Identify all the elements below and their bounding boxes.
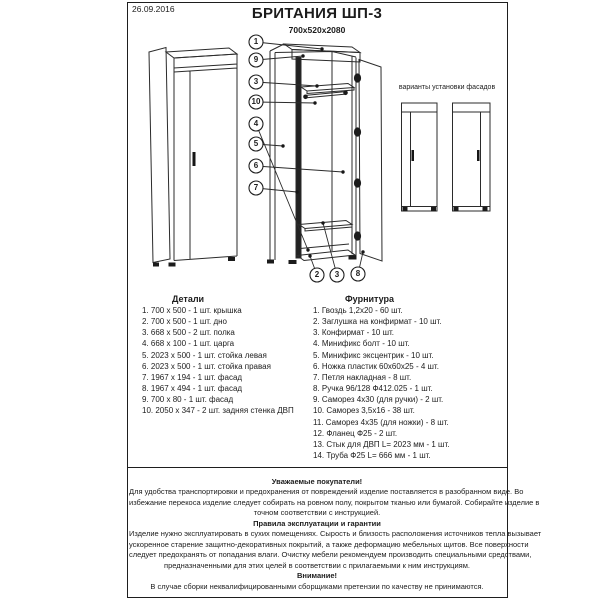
callout-7: 7 — [253, 183, 259, 192]
feet — [153, 257, 235, 267]
hardware-item: 5. Минификс эксцентрик - 10 шт. — [313, 350, 434, 360]
open-door — [359, 60, 382, 262]
callout-leader-lines — [256, 42, 365, 275]
rules-line: ускоренное старение защитно-декоративных покрытий, а также деформацию мебельных щитов. Все поверхности — [129, 539, 529, 549]
hardware-item: 2. Заглушка на конфирмат - 10 шт. — [313, 317, 442, 327]
callout-4: 4 — [253, 119, 259, 128]
greeting-title: Уважаемые покупатели! — [271, 477, 363, 486]
hardware-item: 14. Труба Ф25 L= 666 мм - 1 шт. — [313, 451, 431, 461]
door-handle — [193, 152, 196, 166]
document-date: 26.09.2016 — [132, 4, 175, 14]
callout-circles — [249, 35, 365, 282]
detail-item: 6. 2023 х 500 - 1 шт. стойка правая — [142, 361, 271, 371]
facade-variant-right-drawing — [453, 103, 491, 212]
rules-title: Правила эксплуатации и гарантии — [253, 518, 381, 528]
detail-item: 7. 1967 х 194 - 1 шт. фасад — [142, 372, 243, 382]
callout-2: 2 — [314, 270, 320, 279]
greeting-line: Для удобства транспортировки и предохранения от повреждений изделие поставляется в разобранном виде. Во — [129, 487, 524, 497]
warning-title: Внимание! — [297, 571, 337, 581]
assembled-wardrobe-drawing — [149, 48, 237, 267]
greeting-line: избежание перекоса изделие следует собирать на ровном полу, покрытом тканью или бумагой. Собирайте изделие в — [129, 497, 540, 507]
hardware-item: 6. Ножка пластик 60х60х25 - 4 шт. — [313, 361, 439, 371]
callout-6: 6 — [253, 161, 259, 170]
bottom-shelf — [299, 221, 352, 232]
hardware-item: 8. Ручка 96/128 Ф412.025 - 1 шт. — [313, 384, 433, 394]
hardware-item: 10. Саморез 3,5х16 - 38 шт. — [313, 406, 415, 416]
page-title: БРИТАНИЯ ШП-3 — [251, 5, 383, 22]
detail-item: 2. 700 х 500 - 1 шт. дно — [142, 317, 227, 327]
product-dimensions: 700х520х2080 — [288, 25, 346, 35]
facade-variant-left-drawing — [402, 103, 438, 212]
hardware-item: 12. Фланец Ф25 - 2 шт. — [313, 428, 398, 438]
hardware-item: 13. Стык для ДВП L= 2023 мм - 1 шт. — [313, 439, 450, 449]
detail-item: 3. 668 х 500 - 2 шт. полка — [142, 328, 235, 338]
hardware-heading: Фурнитура — [345, 294, 395, 304]
callout-8: 8 — [355, 269, 361, 278]
rules-line: Изделие нужно эксплуатировать в сухих помещениях. Сырость и близость расположения источников тепла вызывает — [129, 529, 542, 539]
detail-item: 4. 668 х 100 - 1 шт. царга — [142, 339, 235, 349]
hardware-list — [313, 305, 449, 461]
hardware-item: 4. Минификс болт - 10 шт. — [313, 339, 410, 349]
callout-1: 1 — [253, 37, 259, 46]
hardware-item: 9. Саморез 4х30 (для ручки) - 2 шт. — [313, 395, 444, 405]
callout-10: 10 — [251, 97, 261, 106]
notes-section — [129, 477, 542, 592]
detail-item: 10. 2050 х 347 - 2 шт. задняя стенка ДВП — [142, 406, 294, 416]
door-handle — [412, 150, 415, 161]
callout-3b: 3 — [334, 270, 340, 279]
hardware-item: 7. Петля накладная - 8 шт. — [313, 372, 412, 382]
detail-item: 8. 1967 х 494 - 1 шт. фасад — [142, 384, 243, 394]
notes-divider — [127, 467, 507, 468]
door-handle — [477, 150, 480, 161]
rules-line: предназначенными для этих целей в соответствии с прилагаемыми к ним инструкциям. — [164, 560, 470, 570]
details-list — [142, 305, 294, 417]
rules-line: следует предохранять от попадания влаги. Очистку мебели рекомендуем производить специальными средствами, — [129, 550, 532, 560]
hardware-item: 1. Гвоздь 1,2х20 - 60 шт. — [313, 306, 403, 315]
detail-item: 1. 700 х 500 - 1 шт. крышка — [142, 306, 242, 315]
callout-9: 9 — [253, 55, 259, 64]
exploded-wardrobe-drawing — [267, 44, 382, 264]
greeting-line: точном соответствии с инструкцией. — [253, 508, 381, 518]
warning-text: В случае сборки неквалифицированными сборщиками претензии по качеству не принимаются. — [150, 581, 484, 591]
bottom-panel — [297, 250, 355, 261]
hardware-item: 3. Конфирмат - 10 шт. — [313, 328, 395, 338]
callout-5: 5 — [253, 139, 259, 148]
facade-variants-label: варианты установки фасадов — [398, 84, 496, 91]
hardware-item: 11. Саморез 4х35 (для ножки) - 8 шт. — [313, 417, 449, 427]
callout-3: 3 — [253, 77, 259, 86]
detail-item: 9. 700 х 80 - 1 шт. фасад — [142, 395, 234, 405]
details-heading: Детали — [172, 294, 205, 304]
detail-item: 5. 2023 х 500 - 1 шт. стойка левая — [142, 350, 267, 360]
